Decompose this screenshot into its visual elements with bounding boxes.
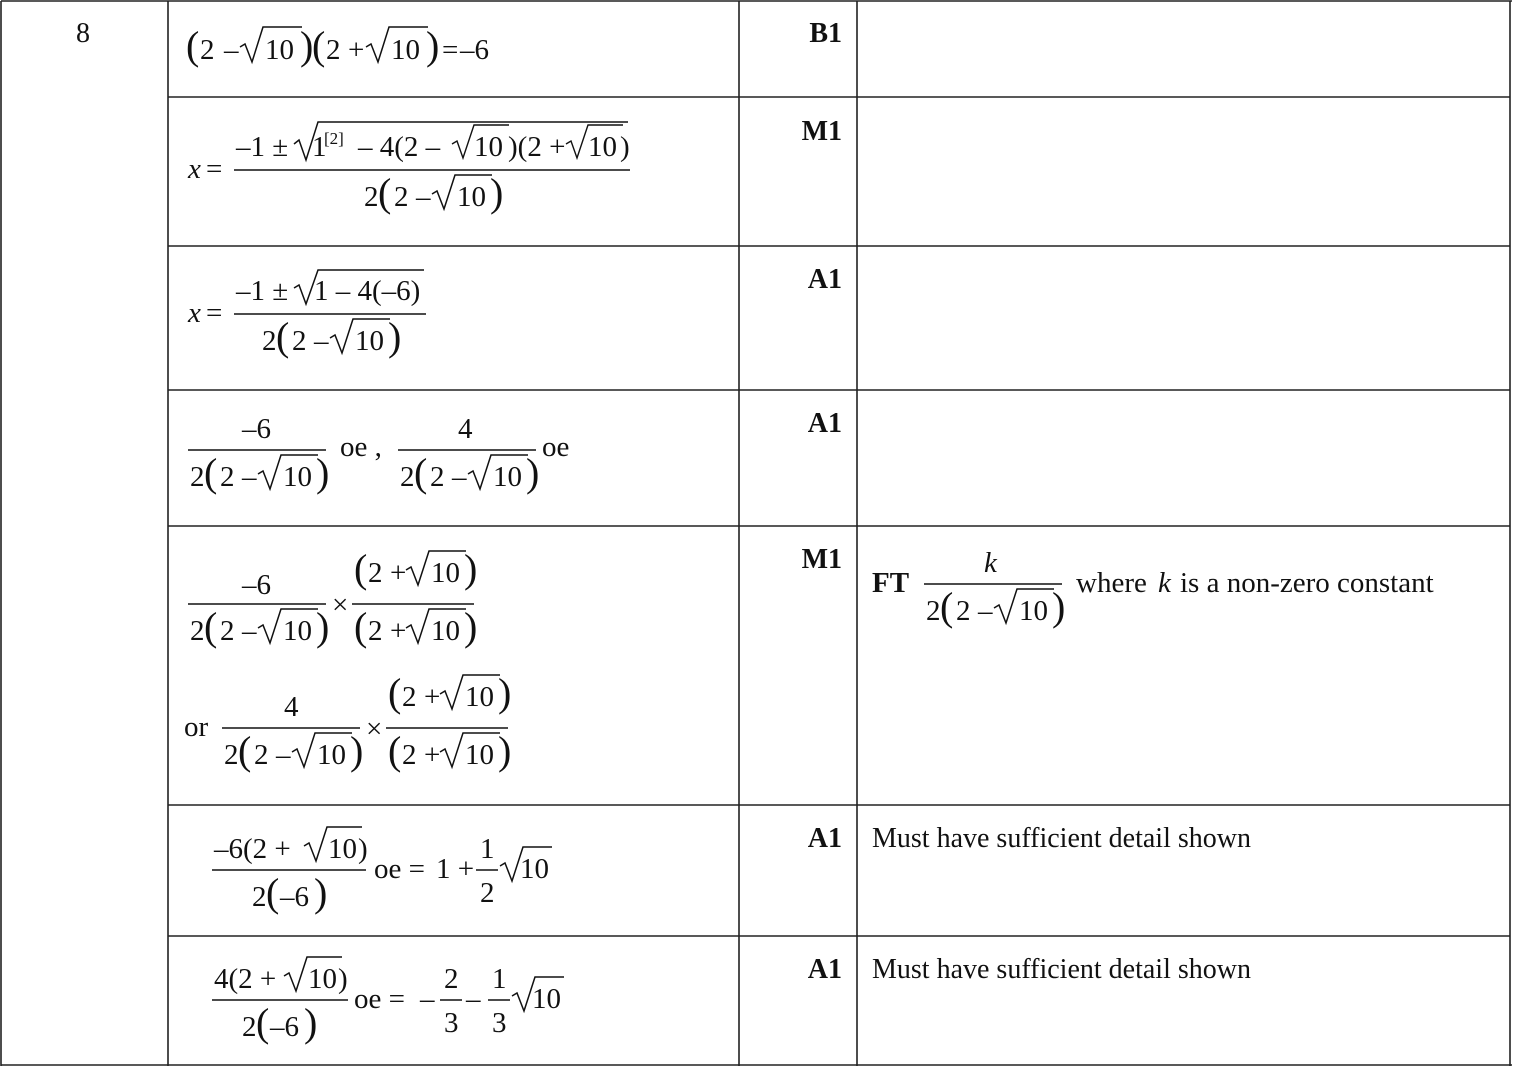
- working-row-1: [172, 3, 732, 93]
- numerator-2: 4: [458, 413, 473, 445]
- paren-left: (: [276, 314, 290, 359]
- half-numerator: 1: [480, 833, 495, 865]
- var-x: x: [188, 297, 201, 329]
- exponent: [2]: [324, 129, 344, 148]
- term-two: 2: [220, 615, 235, 647]
- minus-sign: –: [416, 181, 431, 213]
- paren-left: (: [266, 870, 280, 915]
- paren-left: (: [388, 728, 402, 773]
- radicand-num: 1 – 4(–6): [314, 275, 421, 307]
- working-row-7: [172, 938, 732, 1064]
- plus-sign: +: [348, 34, 365, 66]
- oe-label: oe: [542, 431, 570, 463]
- term-two: 2: [394, 181, 409, 213]
- paren-right: ): [498, 728, 512, 773]
- minus-sign: –: [314, 325, 329, 357]
- term-two: 2: [254, 739, 269, 771]
- oe-label: oe =: [374, 853, 425, 885]
- times-sign: ×: [366, 713, 383, 745]
- term-two: 2: [956, 595, 971, 627]
- radicand: 10: [465, 739, 494, 771]
- working-row-2: [172, 100, 732, 240]
- ft-label: FT: [872, 567, 910, 599]
- radicand: 10: [520, 853, 549, 885]
- minus-sign: –: [224, 34, 239, 66]
- mark-row-5: M1: [801, 544, 842, 575]
- note-row-6: Must have sufficient detail shown: [872, 823, 1251, 854]
- minus-sign: –: [276, 739, 291, 771]
- note-k: k: [1158, 567, 1171, 599]
- term-two: 2: [200, 34, 215, 66]
- paren-right: ): [316, 604, 330, 649]
- mark-row-4: A1: [807, 408, 842, 439]
- radicand: 10: [283, 615, 312, 647]
- working-row-4: [172, 392, 732, 524]
- term-two: 2: [326, 34, 341, 66]
- radicand: 10: [391, 34, 420, 66]
- plus-sign: +: [390, 557, 407, 589]
- radicand: 10: [532, 983, 561, 1015]
- radicand: 10: [431, 557, 460, 589]
- paren-left: (: [940, 584, 954, 629]
- fraction-2-numerator: 1: [492, 963, 507, 995]
- radicand: 10: [588, 131, 617, 163]
- result: –6: [460, 34, 489, 66]
- paren-right: ): [316, 450, 330, 495]
- oe-label: oe =: [354, 983, 405, 1015]
- denominator-inner: –6: [280, 881, 309, 913]
- denominator-coef: 2: [400, 461, 415, 493]
- note-row-5: [862, 530, 1502, 640]
- term-two: 2: [430, 461, 445, 493]
- note-row-7: Must have sufficient detail shown: [872, 954, 1251, 985]
- term-two: 2: [368, 615, 383, 647]
- radicand: 10: [283, 461, 312, 493]
- term-two: 2: [402, 739, 417, 771]
- denominator-coef: 2: [364, 181, 379, 213]
- paren-right: ): [300, 23, 314, 68]
- term-two: 2: [292, 325, 307, 357]
- paren-right: ): [526, 450, 540, 495]
- numerator-mid: – 4(2 –: [358, 131, 441, 163]
- one-plus: 1 +: [436, 853, 475, 885]
- denominator-coef: 2: [242, 1011, 257, 1043]
- denominator-coef: 2: [926, 595, 941, 627]
- denominator-coef: 2: [190, 615, 205, 647]
- paren-close: ): [620, 131, 630, 163]
- radicand: 10: [317, 739, 346, 771]
- paren-left: (: [238, 728, 252, 773]
- paren-left: (: [256, 1000, 270, 1045]
- or-label: or: [184, 711, 209, 743]
- radicand: 10: [308, 963, 337, 995]
- numerator-2: 4: [284, 691, 299, 723]
- var-x: x: [188, 153, 201, 185]
- paren-close: ): [358, 833, 368, 865]
- equals-sign: =: [206, 297, 223, 329]
- plus-sign: +: [424, 681, 441, 713]
- radicand: 10: [355, 325, 384, 357]
- mark-row-6: A1: [807, 823, 842, 854]
- paren-right: ): [426, 23, 440, 68]
- paren-close: ): [338, 963, 348, 995]
- term-two: 2: [368, 557, 383, 589]
- radicand: 10: [457, 181, 486, 213]
- working-row-6: [172, 808, 732, 934]
- mark-row-7: A1: [807, 954, 842, 985]
- paren-right: ): [314, 870, 328, 915]
- term-one: 1: [312, 131, 327, 163]
- paren-right: ): [498, 670, 512, 715]
- paren-right: ): [490, 170, 504, 215]
- paren-left: (: [204, 450, 218, 495]
- paren-right: ): [304, 1000, 318, 1045]
- note-rest: is a non-zero constant: [1180, 567, 1434, 599]
- paren-right: ): [388, 314, 402, 359]
- minus-sign: –: [978, 595, 993, 627]
- k-numerator: k: [984, 547, 997, 579]
- paren-left: (: [378, 170, 392, 215]
- numerator-lead: –1 ±: [236, 131, 289, 163]
- oe-label: oe ,: [340, 431, 382, 463]
- minus-sign: –: [242, 615, 257, 647]
- radicand: 10: [474, 131, 503, 163]
- radicand: 10: [1019, 595, 1048, 627]
- paren-right: ): [464, 546, 478, 591]
- paren-right: ): [464, 604, 478, 649]
- working-row-5: [172, 530, 732, 802]
- minus-sign: –: [242, 461, 257, 493]
- numerator-1: –6: [242, 413, 271, 445]
- paren-left: (: [354, 546, 368, 591]
- numerator-mid2: )(2 +: [508, 131, 566, 163]
- paren-left: (: [354, 604, 368, 649]
- numerator: 4(2 +: [214, 963, 277, 995]
- equals-sign: =: [206, 153, 223, 185]
- neg-sign: –: [420, 983, 435, 1015]
- denominator-coef: 2: [262, 325, 277, 357]
- plus-sign: +: [424, 739, 441, 771]
- fraction-1-numerator: 2: [444, 963, 459, 995]
- fraction-2-denominator: 3: [492, 1007, 507, 1039]
- mark-row-3: A1: [807, 264, 842, 295]
- paren-left: (: [388, 670, 402, 715]
- numerator: –6(2 +: [214, 833, 291, 865]
- minus-sign: –: [466, 983, 481, 1015]
- paren-right: ): [350, 728, 364, 773]
- denominator-coef: 2: [252, 881, 267, 913]
- equals-sign: =: [442, 34, 459, 66]
- radicand: 10: [465, 681, 494, 713]
- times-sign: ×: [332, 589, 349, 621]
- radicand: 10: [328, 833, 357, 865]
- denominator-coef: 2: [190, 461, 205, 493]
- numerator-1: –6: [242, 569, 271, 601]
- question-number: 8: [76, 18, 90, 49]
- radicand: 10: [493, 461, 522, 493]
- fraction-1-denominator: 3: [444, 1007, 459, 1039]
- mark-row-1: B1: [809, 18, 842, 49]
- minus-sign: –: [452, 461, 467, 493]
- denominator-inner: –6: [270, 1011, 299, 1043]
- denominator-coef: 2: [224, 739, 239, 771]
- paren-right: ): [1052, 584, 1066, 629]
- plus-sign: +: [390, 615, 407, 647]
- paren-left: (: [204, 604, 218, 649]
- half-denominator: 2: [480, 877, 495, 909]
- term-two: 2: [402, 681, 417, 713]
- numerator-lead: –1 ±: [236, 275, 289, 307]
- radicand: 10: [265, 34, 294, 66]
- radicand: 10: [431, 615, 460, 647]
- term-two: 2: [220, 461, 235, 493]
- paren-left: (: [414, 450, 428, 495]
- working-row-3: [172, 248, 732, 388]
- note-where: where: [1076, 567, 1147, 599]
- paren-left: (: [312, 23, 326, 68]
- mark-row-2: M1: [801, 116, 842, 147]
- paren-left: (: [186, 23, 200, 68]
